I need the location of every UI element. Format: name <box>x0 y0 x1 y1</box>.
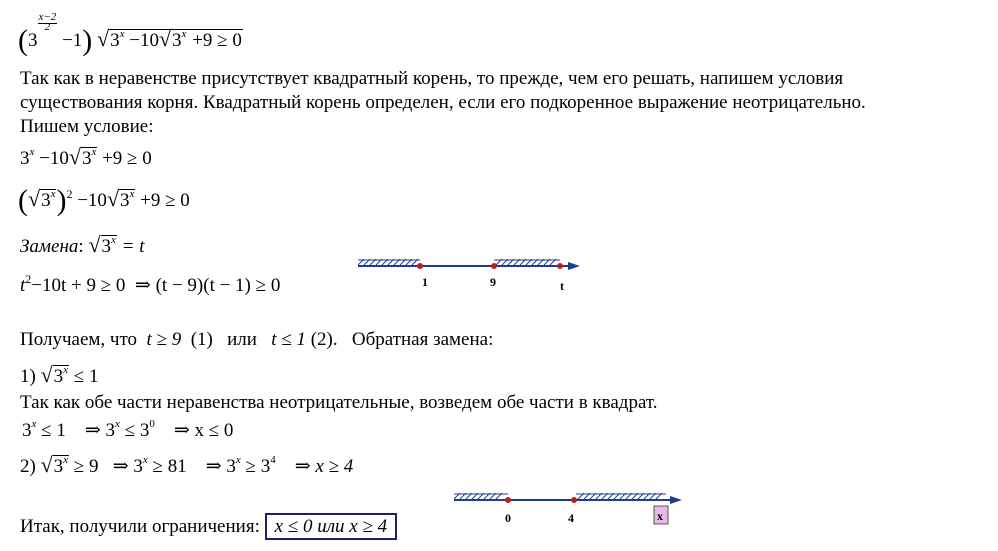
hatching-left <box>454 493 508 499</box>
problem-inequality: $(3\frac{x-2}{2} -1)$ $√3^x -10√3^x +9 \ge 0$ <box>18 11 242 57</box>
quadratic-inequality: $t^2-10t + 9 \ge 0$ ⇒ (t − 9)(t − 1) ≥ 0 <box>20 272 281 296</box>
label-x: x <box>657 509 663 523</box>
case-1: 1) √3$^x$ ≤ 1 <box>20 362 99 387</box>
exponent-fraction: $\frac{x-2}{2}$ <box>38 11 57 33</box>
point-9 <box>491 263 497 269</box>
substitution: Замена: √3$^x$ = t <box>20 232 145 257</box>
case-1-solution: 3$^x$ ≤ 1 ⇒ $3^x \le 3^0$ ⇒ x ≤ 0 <box>22 418 234 441</box>
case-2: 2) √3$^x$ ≥ 9 ⇒ 3$^x$ ≥ 81 ⇒ $3^x \ge 3^4$ ⇒ x ≥ 4 <box>20 452 354 477</box>
condition-heading: Пишем условие: <box>20 116 154 137</box>
label-1: 1 <box>422 275 428 289</box>
explanation-line-2: существования корня. Квадратный корень определен, если его подкоренное выражение неотрицательно. <box>20 92 866 113</box>
point-1 <box>417 263 423 269</box>
point-end <box>557 263 563 269</box>
label-0: 0 <box>505 511 511 525</box>
condition-inequality: $3^x -10√3^x +9 \ge 0$ <box>20 144 152 169</box>
answer-box: x ≤ 0 или x ≥ 4 <box>265 513 398 540</box>
label-4: 4 <box>568 511 574 525</box>
hatching-right <box>494 259 560 265</box>
axis-arrow <box>670 496 682 504</box>
explanation-line-1: Так как в неравенстве присутствует квадратный корень, то прежде, чем его решать, напишем условия <box>20 68 844 89</box>
conclusion-line: Итак, получили ограничения: x ≤ 0 или x ≥ 4 <box>20 516 397 538</box>
number-line-t <box>350 250 590 296</box>
condition-squared-form: $(√3^x)^2 -10√3^x +9 \ge 0$ <box>18 184 190 217</box>
label-t: t <box>560 279 564 293</box>
hatching-right <box>576 493 666 499</box>
number-line-x <box>448 484 688 530</box>
point-0 <box>505 497 511 503</box>
point-4 <box>571 497 577 503</box>
axis-arrow <box>568 262 580 270</box>
hatching-left <box>358 259 420 265</box>
result-line: Получаем, что t ≥ 9 (1) или t ≤ 1 (2). Обратная замена: <box>20 329 494 350</box>
squaring-explanation: Так как обе части неравенства неотрицательные, возведем обе части в квадрат. <box>20 392 658 413</box>
label-9: 9 <box>490 275 496 289</box>
